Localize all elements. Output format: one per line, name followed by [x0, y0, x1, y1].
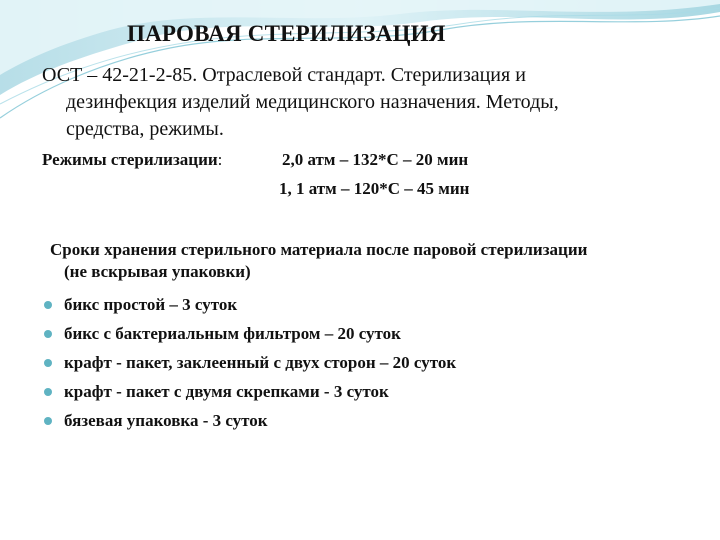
- sterilization-mode-1: 2,0 атм – 132*С – 20 мин: [282, 150, 469, 169]
- bullet-icon: [44, 388, 52, 396]
- modes-label-text: Режимы стерилизации: [42, 150, 218, 169]
- modes-label-colon: :: [217, 150, 223, 169]
- list-item-text: бикс простой – 3 суток: [64, 294, 238, 314]
- sterilization-mode-2: 1, 1 атм – 120*С – 45 мин: [279, 179, 470, 198]
- list-item-text: бикс с бактериальным фильтром – 20 суток: [64, 323, 401, 343]
- list-item: [44, 319, 456, 348]
- slide-title: ПАРОВАЯ СТЕРИЛИЗАЦИЯ: [127, 21, 446, 46]
- list-item-text: бязевая упаковка - 3 суток: [64, 410, 268, 430]
- bullet-icon: [44, 301, 52, 309]
- list-item-text: крафт - пакет с двумя скрепками - 3 суток: [64, 381, 389, 401]
- storage-heading-line-2: (не вскрывая упаковки): [64, 262, 251, 281]
- list-item: [44, 290, 456, 319]
- modes-label: [42, 150, 222, 170]
- list-item: [44, 377, 456, 406]
- standard-description: [42, 62, 702, 143]
- list-item: [44, 348, 456, 377]
- storage-heading-line-1: Сроки хранения стерильного материала после паровой стерилизации: [50, 240, 588, 259]
- list-item: [44, 406, 456, 435]
- standard-line-1: ОСТ – 42-21-2-85. Отраслевой стандарт. Стерилизация и: [42, 64, 526, 86]
- list-item-text: крафт - пакет, заклеенный с двух сторон – 20 суток: [64, 352, 457, 372]
- bullet-icon: [44, 359, 52, 367]
- bullet-icon: [44, 417, 52, 425]
- storage-heading: [50, 239, 710, 283]
- standard-line-3: средства, режимы.: [66, 118, 224, 140]
- standard-line-2: дезинфекция изделий медицинского назначения. Методы,: [66, 91, 559, 113]
- bullet-icon: [44, 330, 52, 338]
- storage-list: [44, 290, 456, 435]
